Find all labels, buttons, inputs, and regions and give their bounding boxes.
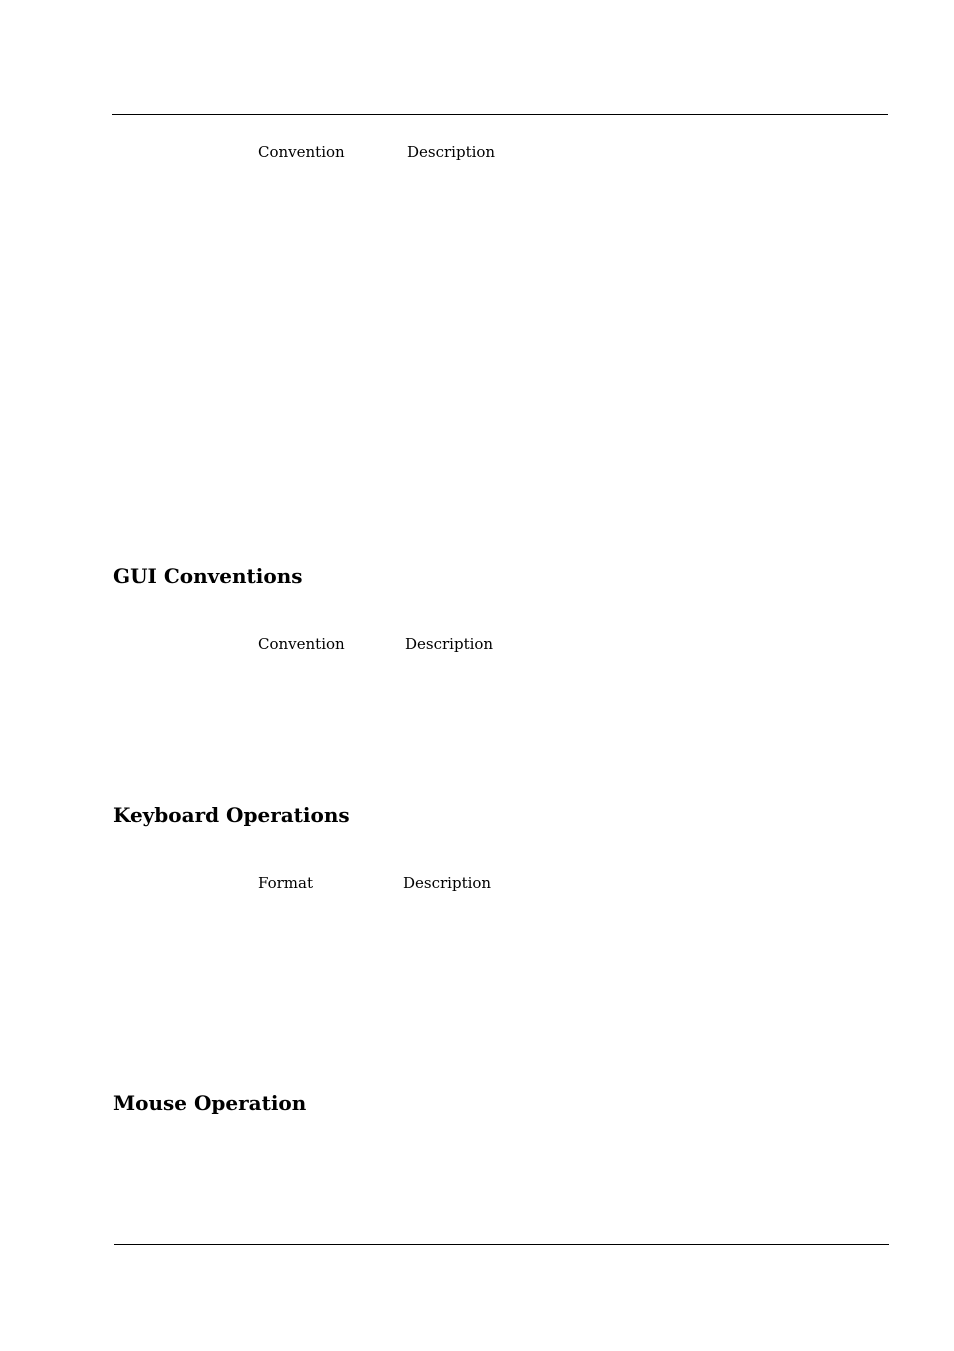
footer-rule [114, 1244, 889, 1245]
keyboard-operations-heading: Keyboard Operations [113, 803, 350, 827]
gui-conventions-column-header-description: Description [405, 635, 494, 653]
keyboard-operations-column-header-description: Description [403, 874, 492, 892]
gui-conventions-column-header-convention: Convention [258, 635, 345, 653]
keyboard-operations-column-header-format: Format [258, 874, 313, 892]
gui-conventions-heading: GUI Conventions [113, 564, 303, 588]
conventions-column-header-description: Description [407, 143, 496, 161]
conventions-column-header-convention: Convention [258, 143, 345, 161]
mouse-operation-heading: Mouse Operation [113, 1091, 307, 1115]
header-rule [112, 114, 888, 115]
